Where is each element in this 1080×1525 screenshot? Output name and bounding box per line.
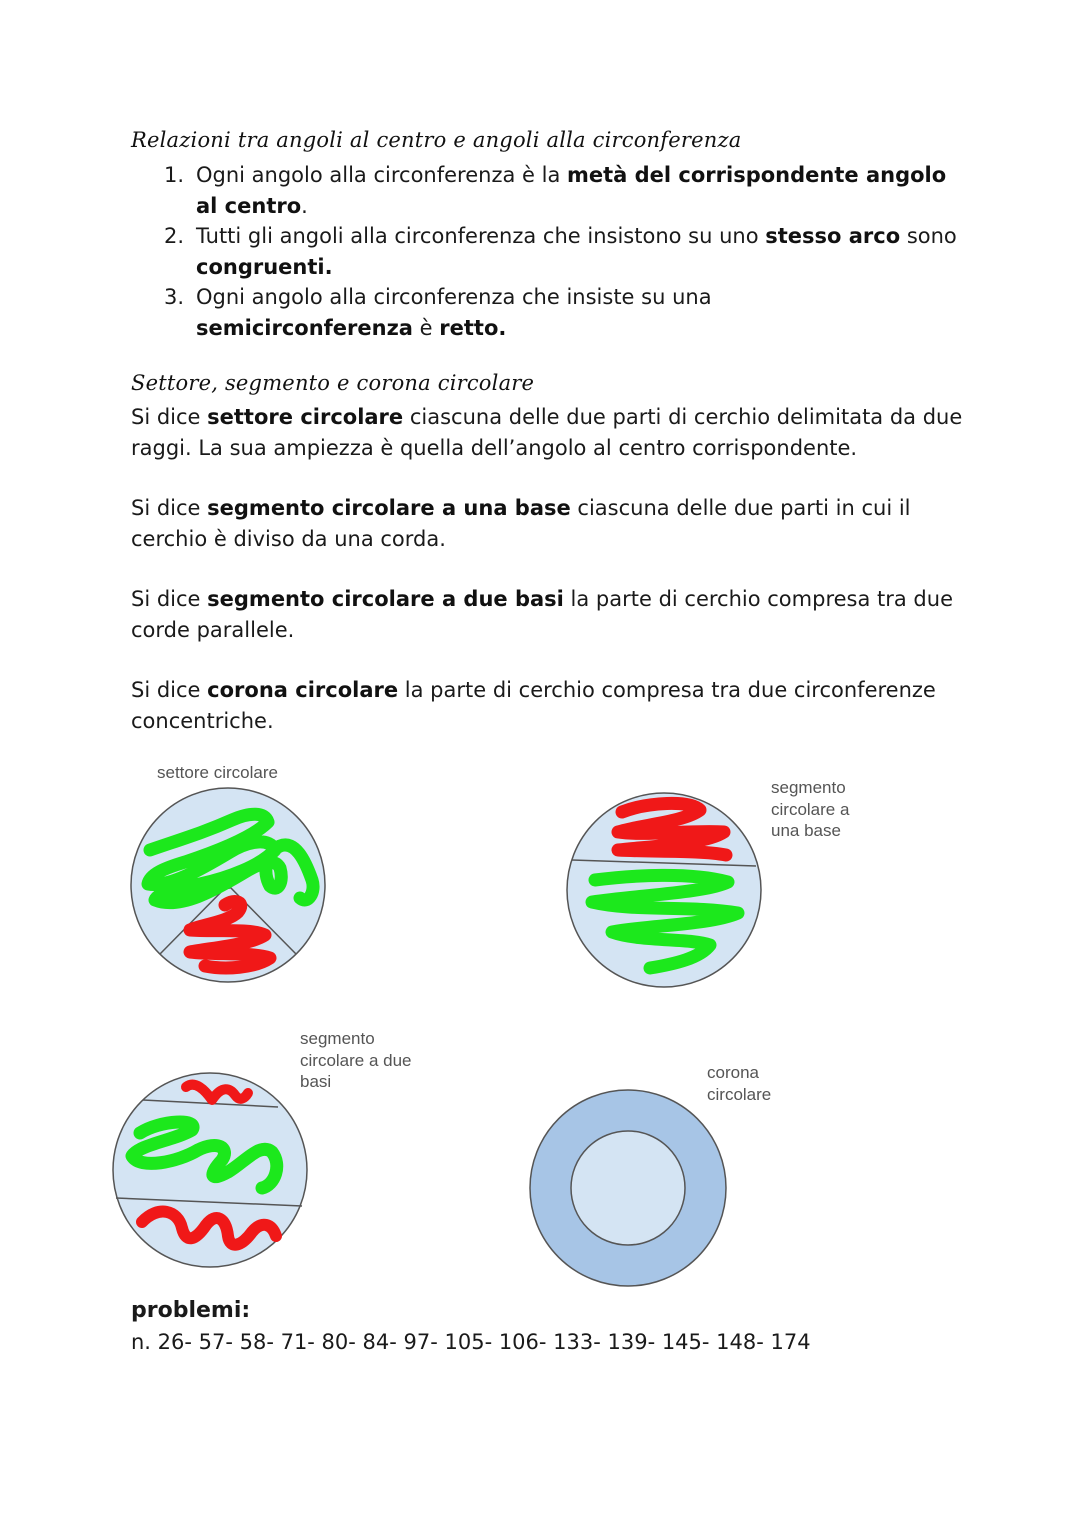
list-number: 1. <box>164 163 185 187</box>
list-bold-text: metà del corrispondente angolo al centro <box>196 163 947 218</box>
problems-list: n. 26- 57- 58- 71- 80- 84- 97- 105- 106- 133- 139- 145- 148- 174 <box>131 1330 811 1354</box>
segment-one-base-diagram <box>567 793 761 987</box>
label-annulus: corona circolare <box>707 1063 772 1104</box>
list-bold-text: congruenti. <box>196 254 333 279</box>
sector-diagram <box>131 788 325 982</box>
list-bold-text: retto. <box>439 315 507 340</box>
list-number: 3. <box>164 285 185 309</box>
term-annulus: corona circolare <box>207 678 399 702</box>
label-segment-one-base: segmento circolare a una base <box>771 778 850 840</box>
problems-title: problemi: <box>131 1298 251 1323</box>
paragraph-text: Si dice <box>131 405 208 429</box>
paragraph-text: la parte di cerchio compresa tra due circonferenze concentriche. <box>131 678 936 733</box>
list-text: Ogni angolo alla circonferenza è la <box>196 163 567 187</box>
label-segment-two-bases: segmento circolare a due basi <box>300 1029 412 1091</box>
section-heading-sectors: Settore, segmento e corona circolare <box>131 371 535 395</box>
paragraph-text: la parte di cerchio compresa tra due corde parallele. <box>131 587 953 642</box>
list-text: Ogni angolo alla circonferenza che insiste su una <box>196 285 712 309</box>
list-bold-text: stesso arco <box>765 224 901 248</box>
annulus-diagram <box>530 1090 726 1286</box>
paragraph-text: Si dice <box>131 587 208 611</box>
paragraph-text: ciascuna delle due parti di cerchio delimitata da due raggi. La sua ampiezza è quella dell’angolo al centro corrispondente. <box>131 405 963 460</box>
list-bold-text: semicirconferenza <box>196 315 413 340</box>
term-sector: settore circolare <box>207 405 404 429</box>
paragraph-text: Si dice <box>131 678 208 702</box>
section-heading-angles: Relazioni tra angoli al centro e angoli alla circonferenza <box>131 128 742 152</box>
paragraph-text: ciascuna delle due parti in cui il cerchio è diviso da una corda. <box>131 496 911 551</box>
segment-two-bases-diagram <box>113 1073 307 1267</box>
annulus-inner-circle <box>571 1131 685 1245</box>
list-text: è <box>412 315 440 340</box>
term-segment-one-base: segmento circolare a una base <box>207 496 571 520</box>
list-text: . <box>301 193 308 218</box>
list-text: Tutti gli angoli alla circonferenza che insistono su uno <box>196 224 766 248</box>
term-segment-two-bases: segmento circolare a due basi <box>207 587 564 611</box>
paragraph-text: Si dice <box>131 496 208 520</box>
list-number: 2. <box>164 224 185 248</box>
list-text: sono <box>900 224 957 248</box>
label-sector: settore circolare <box>157 763 278 782</box>
